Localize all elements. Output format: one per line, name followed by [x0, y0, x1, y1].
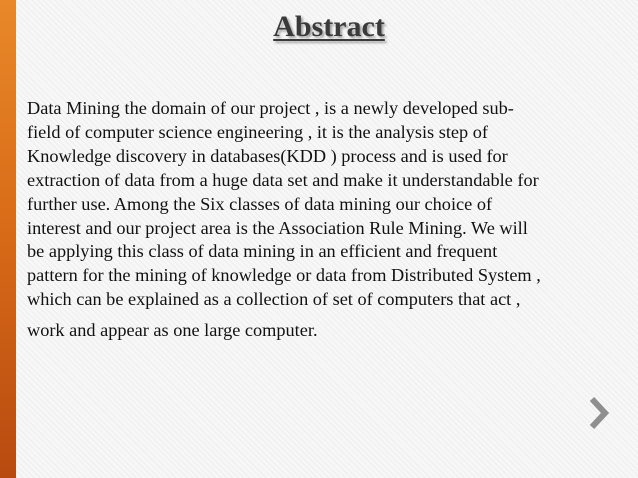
chevron-right-icon [587, 395, 611, 431]
abstract-last-line: work and appear as one large computer. [27, 320, 318, 340]
title-container [0, 10, 638, 44]
accent-bar [0, 0, 16, 478]
abstract-line: which can be explained as a collection of set of computers that act , [27, 289, 521, 310]
slide-title: Abstract [273, 10, 385, 43]
abstract-line: Knowledge discovery in databases(KDD ) process and is used for [27, 145, 508, 166]
abstract-line: further use. Among the Six classes of data mining our choice of [27, 193, 493, 214]
abstract-line: field of computer science engineering , it is the analysis step of [27, 121, 488, 142]
abstract-line: Data Mining the domain of our project , is a newly developed sub- [27, 98, 514, 118]
abstract-line: pattern for the mining of knowledge or data from Distributed System , [27, 265, 541, 286]
abstract-line: be applying this class of data mining in an efficient and frequent [27, 241, 498, 262]
abstract-line: extraction of data from a huge data set and make it understandable for [27, 169, 539, 190]
abstract-line: interest and our project area is the Association Rule Mining. We will [27, 217, 528, 238]
next-slide-button[interactable] [587, 395, 611, 431]
abstract-text [27, 97, 627, 312]
